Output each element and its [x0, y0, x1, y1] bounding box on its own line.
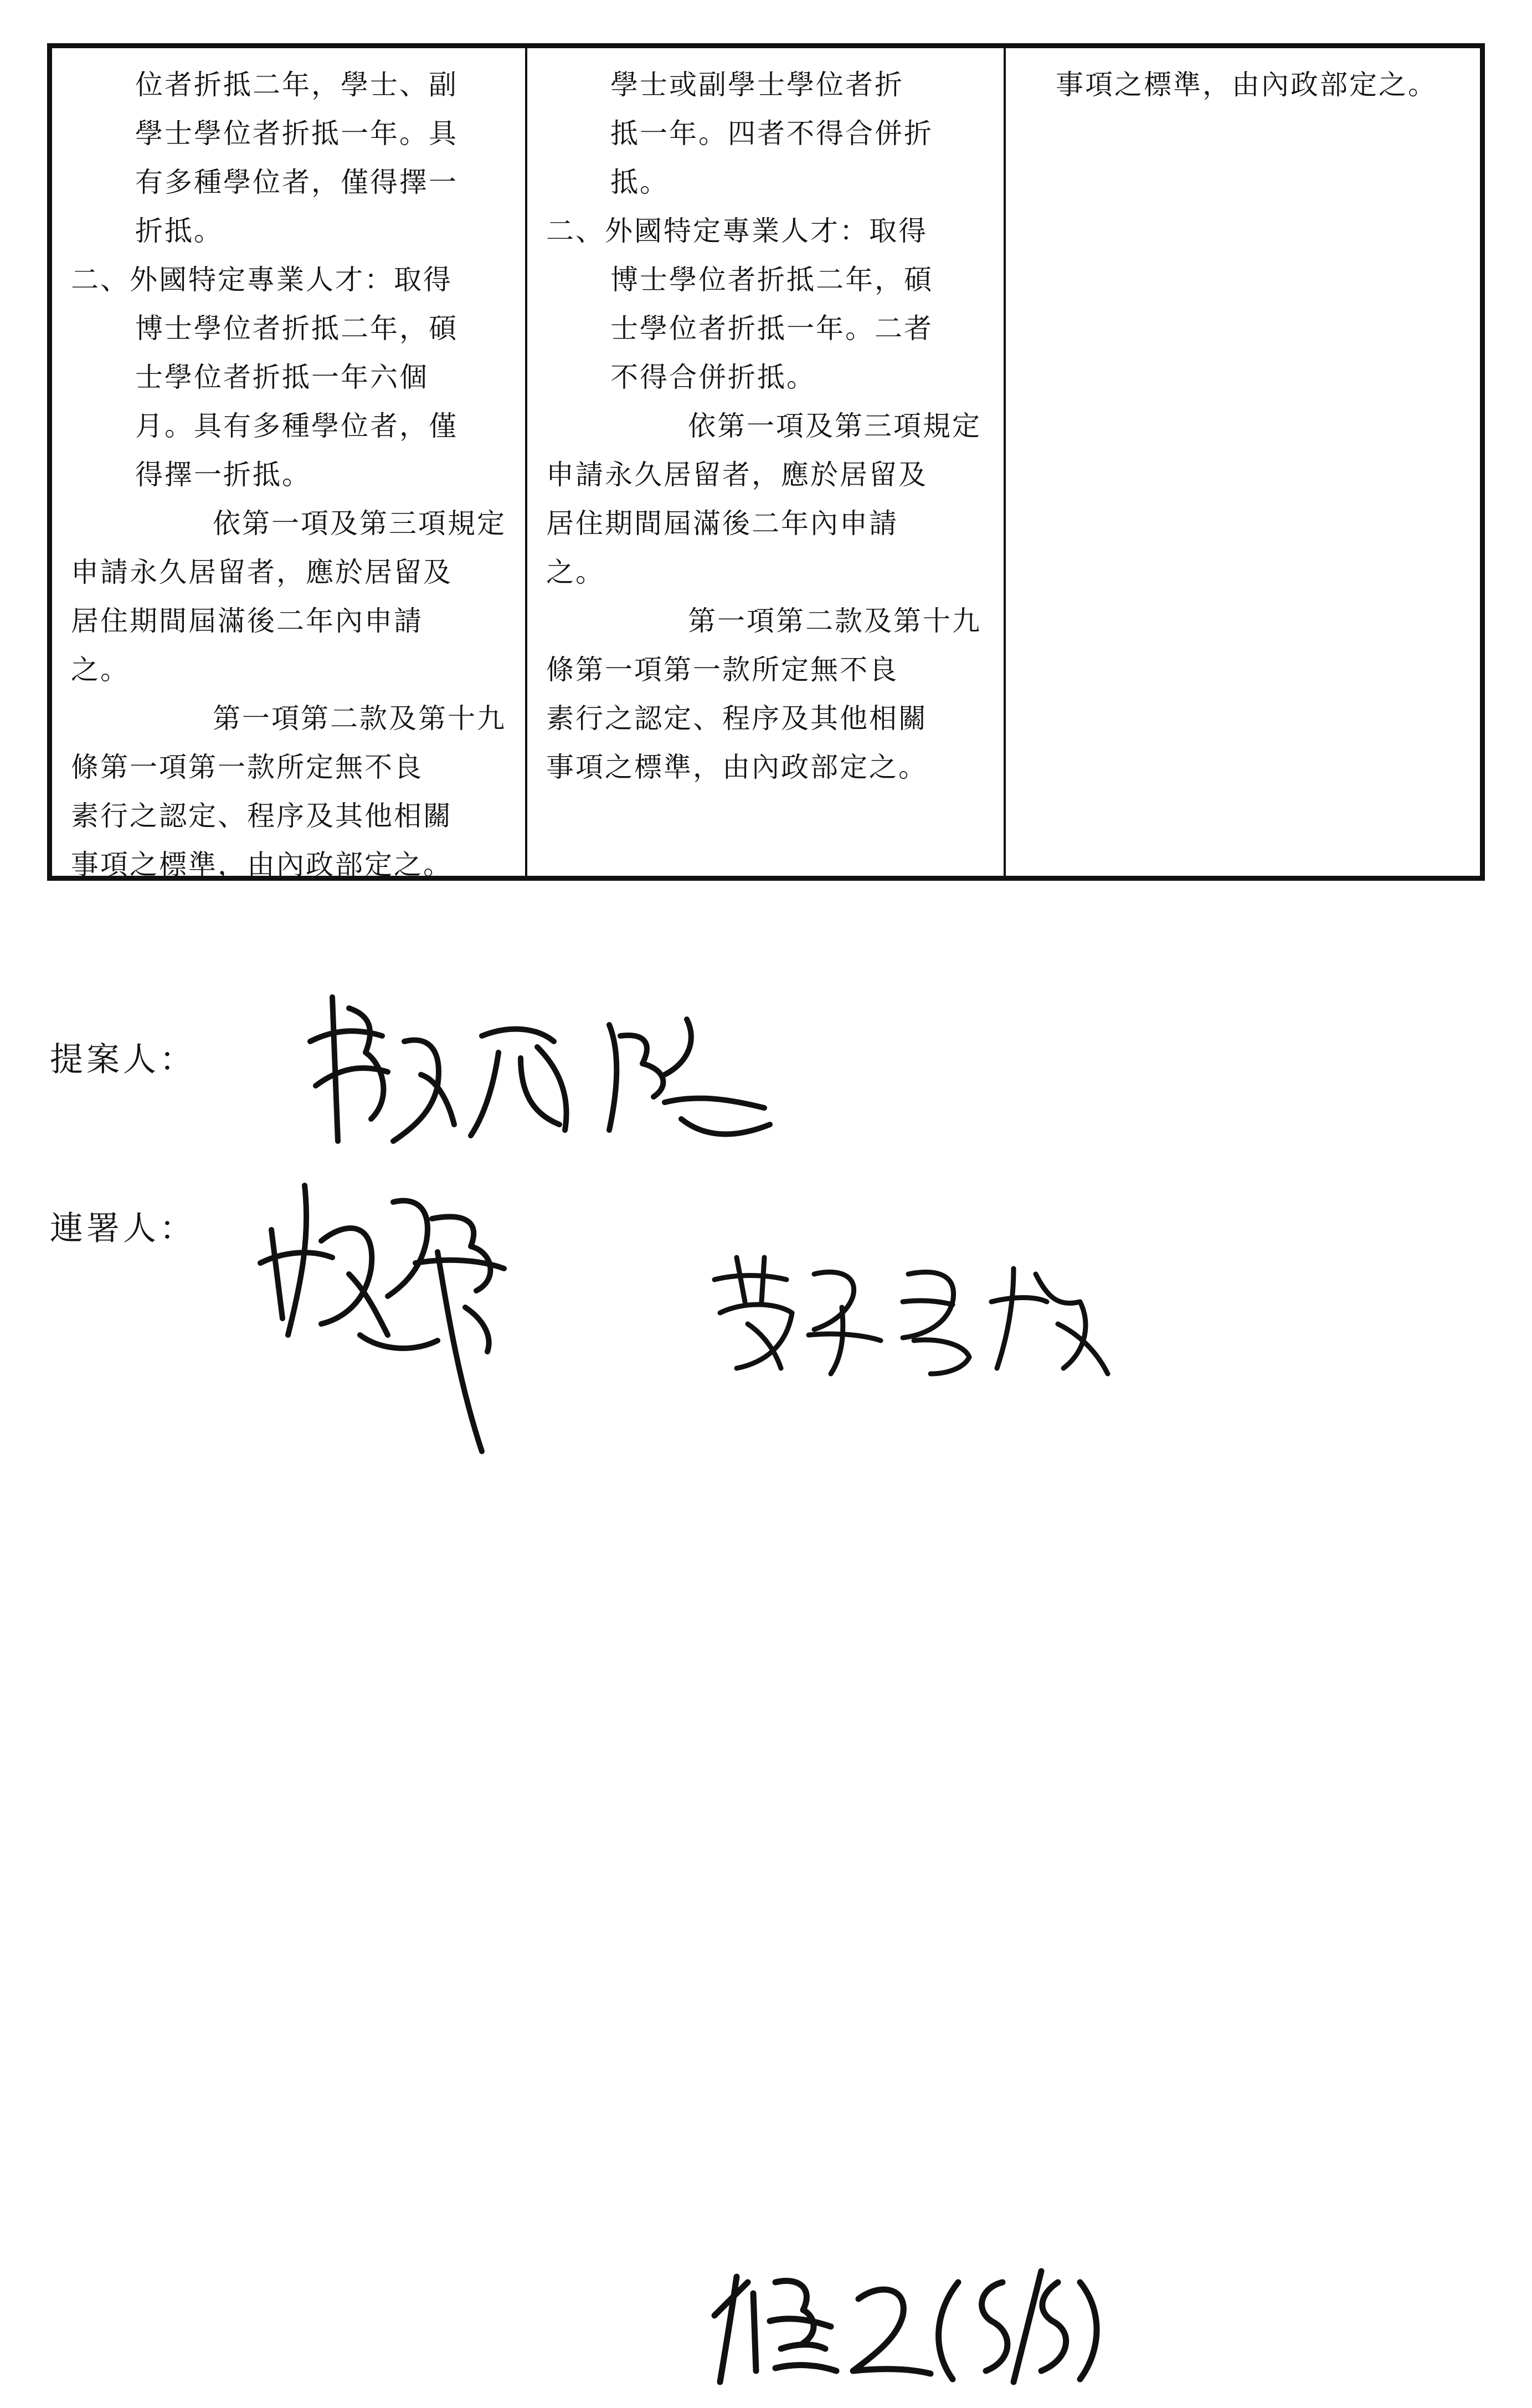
text-line: 得擇一折抵。 [135, 459, 311, 491]
text-line: 事項之標準，由內政部定之。 [1056, 69, 1437, 101]
text-line: 博士學位者折抵二年，碩 [610, 264, 933, 296]
proposer-signature [299, 975, 786, 1152]
text-line: 士學位者折抵一年。二者 [610, 312, 933, 345]
text-line: 素行之認定、程序及其他相關 [71, 800, 453, 832]
text-line: 條第一項第一款所定無不良 [546, 654, 898, 686]
table-column-current [527, 48, 1006, 876]
text-line: 二、外國特定專業人才：取得 [546, 215, 928, 247]
text-line: 學士學位者折抵一年。具 [135, 117, 458, 150]
cosigner-label: 連署人： [50, 1209, 196, 1248]
text-line: 居住期間屆滿後二年內申請 [71, 605, 423, 637]
text-line: 博士學位者折抵二年，碩 [135, 312, 458, 345]
text-line: 有多種學位者，僅得擇一 [135, 166, 458, 198]
text-line: 條第一項第一款所定無不良 [71, 751, 423, 783]
text-line: 不得合併折抵。 [610, 361, 816, 393]
text-line: 申請永久居留者，應於居留及 [546, 459, 928, 491]
text-line: 抵一年。四者不得合併折 [610, 117, 933, 150]
proposer-label: 提案人： [50, 1040, 196, 1079]
table-column-explanation [1006, 48, 1480, 876]
text-line: 依第一項及第三項規定 [213, 507, 506, 540]
page-mark [703, 2260, 1102, 2388]
table-column-amended [52, 48, 527, 881]
text-line: 抵。 [610, 166, 669, 198]
text-line: 之。 [71, 654, 130, 686]
text-line: 月。具有多種學位者，僅 [135, 410, 458, 442]
text-line: 依第一項及第三項規定 [688, 410, 981, 442]
text-line: 第一項第二款及第十九 [213, 702, 506, 735]
text-line: 申請永久居留者，應於居留及 [71, 556, 453, 588]
text-line: 學士或副學士學位者折 [610, 69, 904, 101]
text-line: 位者折抵二年，學士、副 [135, 69, 458, 101]
text-line: 第一項第二款及第十九 [688, 605, 981, 637]
text-line: 事項之標準，由內政部定之。 [546, 751, 928, 783]
text-line: 折抵。 [135, 215, 223, 247]
cosigner-2-signature [703, 1241, 1124, 1385]
text-line: 之。 [546, 556, 605, 588]
text-line: 事項之標準，由內政部定之。 [71, 849, 453, 881]
text-line: 士學位者折抵一年六個 [135, 361, 429, 393]
text-line: 素行之認定、程序及其他相關 [546, 702, 928, 735]
cosigner-1-signature [249, 1152, 559, 1462]
text-line: 二、外國特定專業人才：取得 [71, 264, 453, 296]
comparison-table [47, 43, 1485, 881]
text-line: 居住期間屆滿後二年內申請 [546, 507, 898, 540]
